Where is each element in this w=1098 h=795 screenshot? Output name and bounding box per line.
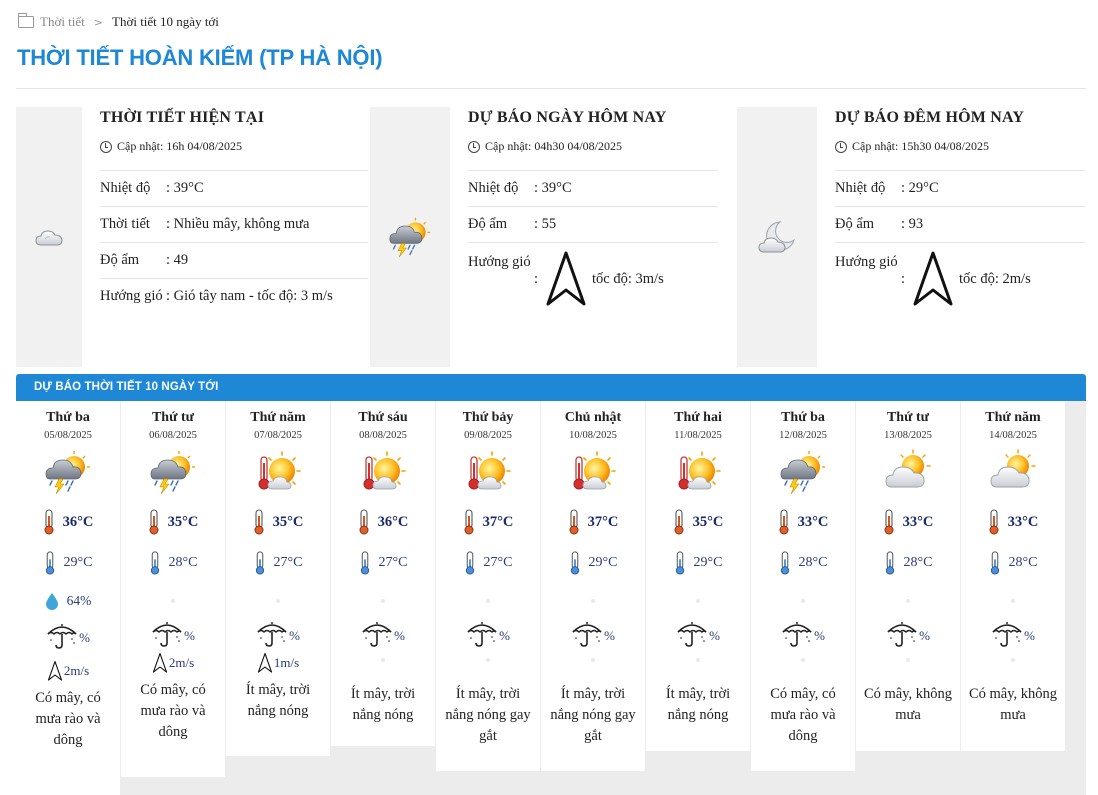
min-temp: 28°C [903, 555, 933, 570]
hot-icon [359, 449, 407, 495]
max-temp: 36°C [62, 513, 94, 530]
row-label: Nhiệt độ [100, 180, 151, 196]
day-date: 09/08/2025 [464, 430, 512, 441]
row-label: Nhiệt độ [835, 180, 886, 196]
current-condition-row [100, 207, 368, 243]
wind-row [961, 652, 1065, 674]
row-value: : 49 [166, 252, 189, 268]
empty-dot [591, 658, 595, 662]
tonight-forecast-panel [737, 107, 1086, 367]
wind-direction-arrow-icon [544, 250, 588, 308]
sun-cloud-icon [989, 449, 1037, 495]
row-label: Hướng gió [468, 254, 531, 270]
umbrella-icon [886, 620, 918, 648]
empty-dot [1011, 658, 1015, 662]
empty-dot [801, 599, 805, 603]
day-date: 10/08/2025 [569, 430, 617, 441]
wind-row [646, 652, 750, 674]
humidity-row [226, 586, 330, 616]
day-description: Có mây, không mưa [863, 686, 953, 723]
min-temp: 28°C [1008, 555, 1038, 570]
thermometer-hot-icon [988, 509, 1000, 535]
row-label: Thời tiết [100, 216, 150, 232]
empty-dot [171, 599, 175, 603]
wind-speed-text: tốc độ: 2m/s [959, 270, 1031, 287]
day-card [646, 401, 750, 751]
day-date: 12/08/2025 [779, 430, 827, 441]
breadcrumb-current[interactable]: Thời tiết 10 ngày tới [112, 14, 219, 29]
wind-direction-arrow-icon [47, 660, 63, 682]
empty-dot [486, 599, 490, 603]
today-forecast-title: DỰ BÁO NGÀY HÔM NAY [468, 109, 667, 126]
max-temp-row [331, 507, 435, 537]
today-forecast-body [468, 107, 718, 315]
max-temp: 36°C [377, 513, 409, 530]
ten-day-forecast-grid [16, 401, 1086, 795]
current-weather-updated-text: Cập nhật: 16h 04/08/2025 [117, 139, 242, 153]
min-temp: 28°C [168, 555, 198, 570]
day-date: 06/08/2025 [149, 430, 197, 441]
thermometer-cool-icon [779, 551, 791, 575]
rain-chance: % [184, 628, 195, 643]
thermometer-hot-icon [463, 509, 475, 535]
humidity-row [16, 586, 120, 616]
humidity-row [541, 586, 645, 616]
breadcrumb-home[interactable] [18, 14, 85, 30]
rain-row [121, 620, 225, 648]
wind-row [541, 652, 645, 674]
thermometer-hot-icon [883, 509, 895, 535]
current-weather-icon-box [16, 107, 82, 367]
tonight-forecast-icon-box [737, 107, 817, 367]
day-card [751, 401, 855, 771]
wind-row [436, 652, 540, 674]
day-name: Thứ sáu [358, 410, 408, 425]
wind-speed: 2m/s [63, 663, 90, 678]
empty-dot [381, 599, 385, 603]
umbrella-icon [466, 620, 498, 648]
rain-chance: % [814, 628, 825, 643]
umbrella-icon [991, 620, 1023, 648]
thermometer-hot-icon [358, 509, 370, 535]
min-temp-row [16, 548, 120, 578]
hot-icon [254, 449, 302, 495]
thermometer-cool-icon [149, 551, 161, 575]
row-label: Độ ẩm [468, 216, 508, 232]
row-value: : 29°C [901, 180, 939, 196]
empty-dot [486, 658, 490, 662]
min-temp: 29°C [693, 555, 723, 570]
max-temp: 37°C [482, 513, 514, 530]
tonight-humidity-row [835, 207, 1085, 243]
day-description: Ít mây, trời nắng nóng [350, 686, 416, 723]
row-value: : 39°C [534, 180, 572, 196]
max-temp: 35°C [272, 513, 304, 530]
empty-dot [696, 658, 700, 662]
thermometer-hot-icon [673, 509, 685, 535]
day-date: 08/08/2025 [359, 430, 407, 441]
current-wind-row [100, 279, 368, 314]
humidity-row [856, 586, 960, 616]
wind-row [331, 652, 435, 674]
max-temp-row [541, 507, 645, 537]
day-description: Ít mây, trời nắng nóng [665, 686, 731, 723]
today-forecast-updated [468, 139, 718, 171]
rain-chance: % [919, 628, 930, 643]
thermometer-hot-icon [568, 509, 580, 535]
current-temp-row [100, 171, 368, 207]
row-value [534, 250, 718, 308]
min-temp: 27°C [483, 555, 513, 570]
day-card [961, 401, 1065, 751]
thermometer-hot-icon [43, 509, 55, 535]
umbrella-icon [46, 622, 78, 650]
thunderstorm-icon [388, 215, 432, 259]
rain-row [331, 620, 435, 648]
rain-chance: % [394, 628, 405, 643]
row-value: : Gió tây nam - tốc độ: 3 m/s [166, 288, 333, 304]
rain-chance: % [79, 630, 90, 645]
clock-icon [468, 141, 480, 153]
day-date: 07/08/2025 [254, 430, 302, 441]
day-name: Thứ bảy [462, 410, 514, 425]
day-description: Ít mây, trời nắng nóng [245, 682, 311, 719]
thermometer-hot-icon [253, 509, 265, 535]
day-date: 13/08/2025 [884, 430, 932, 441]
today-forecast-icon-box [370, 107, 450, 367]
day-description: Có mây, không mưa [968, 686, 1058, 723]
row-value: : 55 [534, 216, 557, 232]
rain-chance: % [499, 628, 510, 643]
water-drop-icon [45, 592, 59, 610]
wind-row [751, 652, 855, 674]
day-card [331, 401, 435, 746]
umbrella-icon [256, 620, 288, 648]
rain-row [226, 620, 330, 648]
min-temp: 28°C [798, 555, 828, 570]
hot-icon [569, 449, 617, 495]
thermometer-cool-icon [254, 551, 266, 575]
title-divider [16, 88, 1086, 89]
thermometer-cool-icon [464, 551, 476, 575]
empty-dot [906, 599, 910, 603]
hot-icon [464, 449, 512, 495]
today-temp-row [468, 171, 718, 207]
day-date: 05/08/2025 [44, 430, 92, 441]
umbrella-icon [676, 620, 708, 648]
max-temp-row [751, 507, 855, 537]
max-temp: 35°C [167, 513, 199, 530]
day-description: Ít mây, trời nắng nóng gay gắt [550, 686, 636, 744]
breadcrumb [18, 14, 219, 30]
wind-row [856, 652, 960, 674]
day-date: 14/08/2025 [989, 430, 1037, 441]
rain-row [856, 620, 960, 648]
rain-row [16, 622, 120, 650]
min-temp-row [646, 548, 750, 578]
tonight-forecast-updated [835, 139, 1085, 171]
wind-direction-arrow-icon [257, 652, 273, 674]
tonight-forecast-body [835, 107, 1085, 315]
breadcrumb-home-label[interactable]: Thời tiết [40, 14, 85, 29]
day-description: Có mây, có mưa rào và dông [770, 686, 836, 744]
thunderstorm-icon [779, 449, 827, 495]
tonight-forecast-title: DỰ BÁO ĐÊM HÔM NAY [835, 109, 1025, 126]
min-temp-row [331, 548, 435, 578]
max-temp-row [961, 507, 1065, 537]
day-name: Chủ nhật [564, 410, 622, 425]
thermometer-cool-icon [884, 551, 896, 575]
day-card [226, 401, 330, 756]
thermometer-hot-icon [148, 509, 160, 535]
breadcrumb-separator: > [93, 15, 104, 29]
today-forecast-updated-text: Cập nhật: 04h30 04/08/2025 [485, 139, 622, 153]
clock-icon [835, 141, 847, 153]
thermometer-cool-icon [989, 551, 1001, 575]
cloudy-icon [34, 225, 64, 249]
row-value: : 39°C [166, 180, 204, 196]
empty-dot [276, 599, 280, 603]
max-temp: 37°C [587, 513, 619, 530]
current-weather-title: THỜI TIẾT HIỆN TẠI [100, 109, 265, 126]
tonight-wind-row [835, 243, 1085, 315]
row-label: Độ ẩm [100, 252, 140, 268]
row-label: Hướng gió [100, 288, 163, 304]
row-value [901, 250, 1085, 308]
day-description: Có mây, có mưa rào và dông [35, 690, 101, 748]
wind-speed-text: tốc độ: 3m/s [592, 270, 664, 287]
max-temp: 35°C [692, 513, 724, 530]
max-temp-row [16, 507, 120, 537]
rain-row [436, 620, 540, 648]
day-card [856, 401, 960, 751]
thermometer-cool-icon [359, 551, 371, 575]
wind-row [226, 652, 330, 674]
ten-day-forecast-header: DỰ BÁO THỜI TIẾT 10 NGÀY TỚI [16, 374, 1086, 401]
thermometer-cool-icon [674, 551, 686, 575]
current-weather-body [100, 107, 368, 314]
wind-row [121, 652, 225, 674]
min-temp-row [226, 548, 330, 578]
umbrella-icon [571, 620, 603, 648]
humidity-row [121, 586, 225, 616]
wind-colon: : [901, 270, 906, 287]
today-wind-row [468, 243, 718, 315]
day-name: Thứ ba [46, 410, 90, 425]
day-card [541, 401, 645, 771]
wind-row [16, 660, 120, 682]
row-value: : 93 [901, 216, 924, 232]
umbrella-icon [151, 620, 183, 648]
empty-dot [801, 658, 805, 662]
day-name: Thứ tư [886, 410, 930, 425]
rain-chance: % [709, 628, 720, 643]
min-temp: 29°C [588, 555, 618, 570]
empty-dot [381, 658, 385, 662]
tonight-temp-row [835, 171, 1085, 207]
thermometer-cool-icon [44, 551, 56, 575]
min-temp: 27°C [273, 555, 303, 570]
day-name: Thứ tư [151, 410, 195, 425]
max-temp: 33°C [902, 513, 934, 530]
empty-dot [696, 599, 700, 603]
min-temp-row [436, 548, 540, 578]
wind-speed: 2m/s [168, 655, 195, 670]
humidity-row [751, 586, 855, 616]
max-temp-row [121, 507, 225, 537]
max-temp: 33°C [1007, 513, 1039, 530]
today-forecast-panel [370, 107, 722, 367]
min-temp-row [121, 548, 225, 578]
day-name: Thứ hai [674, 410, 722, 425]
wind-direction-arrow-icon [911, 250, 955, 308]
tonight-forecast-updated-text: Cập nhật: 15h30 04/08/2025 [852, 139, 989, 153]
empty-dot [1011, 599, 1015, 603]
day-name: Thứ ba [781, 410, 825, 425]
hot-icon [674, 449, 722, 495]
day-date: 11/08/2025 [674, 430, 722, 441]
thunderstorm-icon [44, 449, 92, 495]
humidity-value: 64% [66, 593, 92, 608]
day-description: Có mây, có mưa rào và dông [140, 682, 206, 740]
max-temp-row [436, 507, 540, 537]
sun-cloud-icon [884, 449, 932, 495]
wind-speed: 1m/s [273, 655, 300, 670]
row-label: Nhiệt độ [468, 180, 519, 196]
day-description: Ít mây, trời nắng nóng gay gắt [445, 686, 531, 744]
empty-dot [591, 599, 595, 603]
humidity-row [331, 586, 435, 616]
empty-dot [906, 658, 910, 662]
rain-row [751, 620, 855, 648]
min-temp: 27°C [378, 555, 408, 570]
rain-row [646, 620, 750, 648]
row-label: Hướng gió [835, 254, 898, 270]
clock-icon [100, 141, 112, 153]
min-temp-row [856, 548, 960, 578]
max-temp: 33°C [797, 513, 829, 530]
wind-colon: : [534, 270, 539, 287]
day-name: Thứ năm [250, 410, 306, 425]
rain-chance: % [289, 628, 300, 643]
min-temp-row [961, 548, 1065, 578]
max-temp-row [856, 507, 960, 537]
rain-row [961, 620, 1065, 648]
min-temp-row [751, 548, 855, 578]
day-name: Thứ năm [985, 410, 1041, 425]
min-temp: 29°C [63, 555, 93, 570]
rain-row [541, 620, 645, 648]
umbrella-icon [361, 620, 393, 648]
day-card [16, 401, 120, 795]
folder-icon [18, 16, 34, 28]
thermometer-hot-icon [778, 509, 790, 535]
humidity-row [961, 586, 1065, 616]
thunderstorm-icon [149, 449, 197, 495]
humidity-row [436, 586, 540, 616]
wind-direction-arrow-icon [152, 652, 168, 674]
row-value: : Nhiều mây, không mưa [166, 216, 310, 232]
current-humidity-row [100, 243, 368, 279]
max-temp-row [226, 507, 330, 537]
humidity-row [646, 586, 750, 616]
current-weather-panel [16, 107, 368, 367]
max-temp-row [646, 507, 750, 537]
today-humidity-row [468, 207, 718, 243]
day-card [436, 401, 540, 771]
moon-cloud-icon [756, 218, 798, 256]
umbrella-icon [781, 620, 813, 648]
rain-chance: % [1024, 628, 1035, 643]
day-card [121, 401, 225, 777]
rain-chance: % [604, 628, 615, 643]
thermometer-cool-icon [569, 551, 581, 575]
page-title: THỜI TIẾT HOÀN KIẾM (TP HÀ NỘI) [17, 45, 383, 70]
min-temp-row [541, 548, 645, 578]
row-label: Độ ẩm [835, 216, 875, 232]
current-weather-updated [100, 139, 368, 171]
